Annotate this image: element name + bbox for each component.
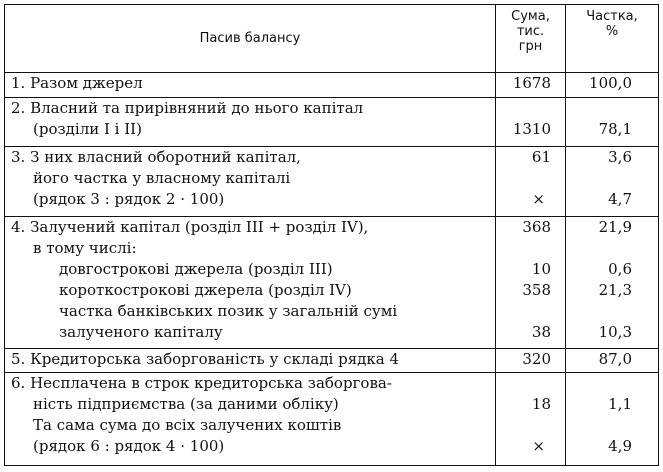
header-sum: Сума, тис. грн [496, 5, 566, 73]
table-header-row [5, 5, 659, 73]
table-row [5, 97, 659, 146]
table-row [5, 217, 659, 349]
row-label: 1. Разом джерел [5, 73, 496, 98]
row-sum: 320 [496, 348, 566, 373]
row-share: 78,1 [566, 97, 659, 146]
table-row [5, 348, 659, 373]
table-row [5, 373, 659, 466]
row-share: 87,0 [566, 348, 659, 373]
table-row [5, 147, 659, 217]
row-sum: 61 × [496, 147, 566, 217]
row-share: 21,9 0,6 21,3 10,3 [566, 217, 659, 349]
row-label: 2. Власний та прирівняний до нього капітал (розділи І і ІІ) [5, 97, 496, 146]
cross-mark: × [532, 437, 545, 456]
row-sum: 1310 [496, 97, 566, 146]
row-sum: 18 × [496, 373, 566, 466]
table-row [5, 73, 659, 98]
header-share: Частка, % [566, 5, 659, 73]
row-label: 4. Залучений капітал (розділ ІІІ + розділ IV), в тому числі: довгострокові джерела (розділ ІІІ) короткострокові джерела (розділ IV) частка банківських позик у загальній сумі залученого капіталу [5, 217, 496, 349]
row-sum: 1678 [496, 73, 566, 98]
row-label: 3. З них власний оборотний капітал, його частка у власному капіталі (рядок 3 : рядок 2 · 100) [5, 147, 496, 217]
header-liabilities: Пасив балансу [5, 5, 496, 73]
row-share: 100,0 [566, 73, 659, 98]
row-label: 6. Несплачена в строк кредиторська заборгова- ність підприємства (за даними обліку) Та сама сума до всіх залучених коштів (рядок 6 : рядок 4 · 100) [5, 373, 496, 466]
cross-mark: × [532, 190, 545, 209]
row-sum: 368 10 358 38 [496, 217, 566, 349]
row-share: 1,1 4,9 [566, 373, 659, 466]
row-label: 5. Кредиторська заборгованість у складі рядка 4 [5, 348, 496, 373]
row-share: 3,6 4,7 [566, 147, 659, 217]
balance-liabilities-table [4, 4, 659, 466]
